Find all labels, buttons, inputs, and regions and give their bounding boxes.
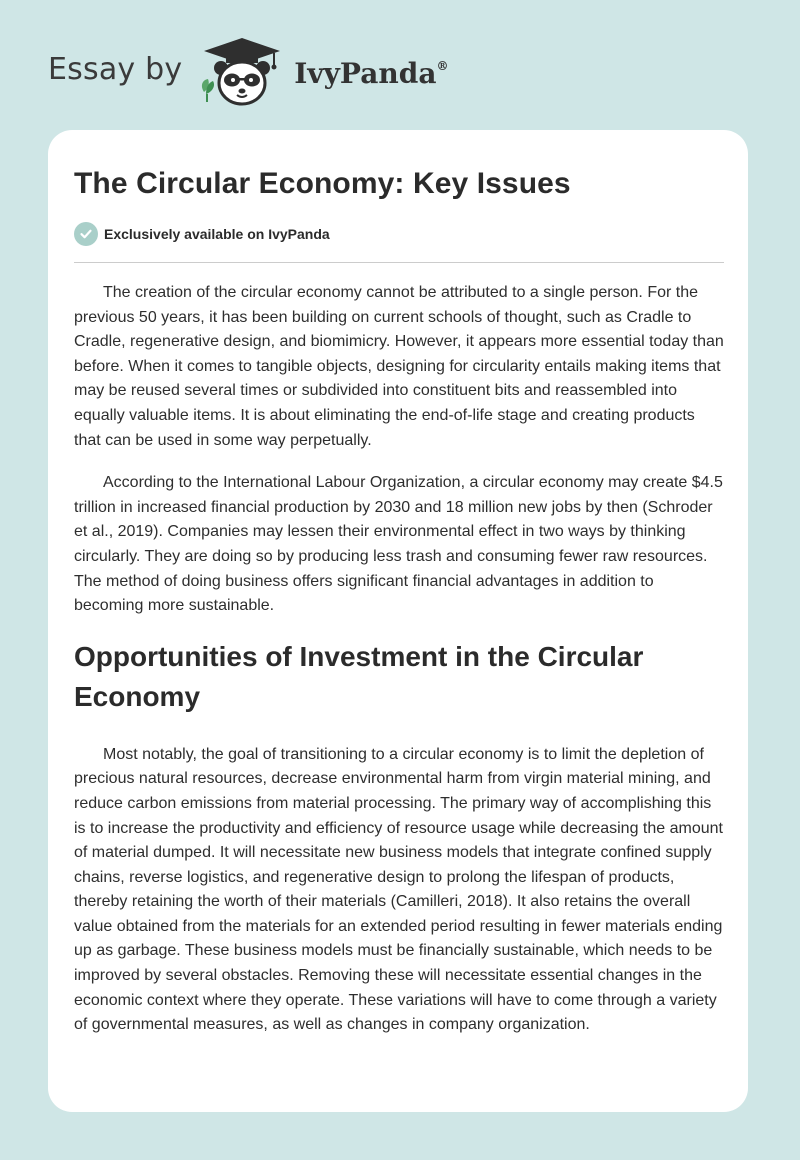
paragraph: The creation of the circular economy cannot be attributed to a single person. For the previous 50 years, it has been building on current schools of thought, such as Cradle to Cradle, regenerative design, and biomimicry. However, it appears more essential today than before. When it comes to tangible objects, designing for circularity entails making items that may be reused several times or subdivided into constituent bits and reassembled into equally valuable items. It is about eliminating the end-of-life stage and creating products that can be used in some way perpetually. (74, 284, 724, 449)
exclusive-badge (74, 222, 724, 246)
essay-by-label: Essay by (48, 51, 183, 87)
check-circle-icon (74, 222, 98, 246)
title-divider (74, 262, 724, 263)
panda-logo-icon[interactable] (196, 36, 288, 108)
essay-card (48, 130, 748, 1112)
essay-content (74, 164, 724, 1038)
section-heading: Opportunities of Investment in the Circular Economy (74, 640, 644, 712)
exclusive-badge-text: Exclusively available on IvyPanda (104, 226, 330, 242)
brand-name[interactable]: IvyPanda® (294, 56, 449, 90)
paragraph: According to the International Labour Organization, a circular economy may create $4.5 trillion in increased financial production by 2030 and 18 million new jobs by then (Schroder et al., 2019). Companies may lessen their environmental effect in two ways by thinking circularly. They are doing so by producing less trash and consuming fewer raw resources. The method of doing business offers significant financial advantages in addition to becoming more sustainable. (74, 474, 723, 615)
paragraph: Most notably, the goal of transitioning to a circular economy is to limit the depletion of precious natural resources, decrease environmental harm from virgin material mining, and reduce carbon emissions from material processing. The primary way of accomplishing this is to increase the productivity and efficiency of resource usage while decreasing the amount of material dumped. It will necessitate new business models that integrate confined supply chains, reverse logistics, and regenerative design to prolong the lifespan of products, thereby retaining the worth of their materials (Camilleri, 2018). It also retains the overall value obtained from the materials for an extended period resulting in fewer materials ending up as garbage. These business models must be financially sustainable, which needs to be improved by several obstacles. Removing these will necessitate essential changes in the economic context where they operate. These variations will have to come through a variety of governmental measures, as well as changes in company organization. (74, 745, 723, 1034)
site-header (48, 36, 448, 108)
essay-title: The Circular Economy: Key Issues (74, 167, 571, 200)
